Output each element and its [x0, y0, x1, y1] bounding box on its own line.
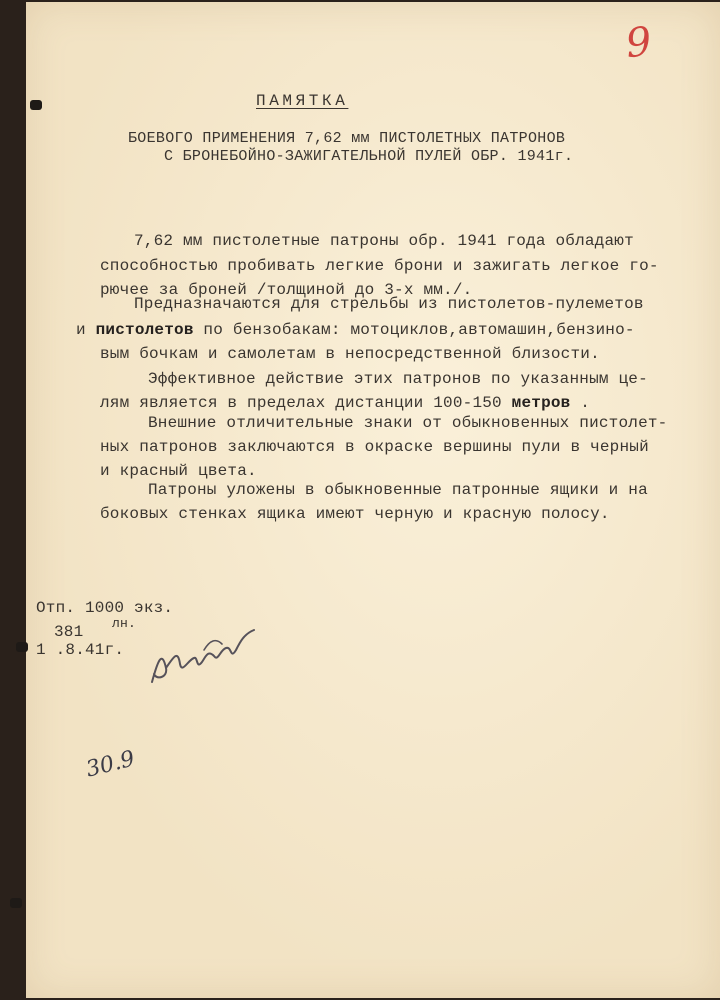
paragraph-3-suffix: .: [570, 394, 591, 412]
paragraph-5-line-2: боковых стенках ящика имеют черную и красную полосу.: [100, 505, 610, 523]
page-number: 9: [623, 18, 654, 68]
punch-hole-bottom: [10, 898, 22, 908]
paragraph-4-line-3: и красный цвета.: [100, 462, 257, 480]
paragraph-1-line-3: рючее за броней /толщиной до 3-х мм./.: [100, 281, 473, 299]
sheet-count: лн.: [112, 616, 137, 631]
subtitle-line-1: БОЕВОГО ПРИМЕНЕНИЯ 7,62 мм ПИСТОЛЕТНЫХ ПАТРОНОВ: [128, 130, 566, 147]
paragraph-2-bold-word: пистолетов: [95, 321, 194, 339]
paragraph-3-line-1: Эффективное действие этих патронов по указанным це-: [148, 370, 648, 388]
paragraph-2-suffix: по бензобакам: мотоциклов,автомашин,бензино-: [193, 321, 635, 339]
paragraph-1-line-2: способностью пробивать легкие брони и зажигать легкое го-: [100, 257, 659, 275]
handwritten-note: 30.9: [83, 746, 138, 783]
paragraph-3-prefix: лям является в пределах дистанции 100-150: [100, 394, 512, 412]
paragraph-4-line-1: Внешние отличительные знаки от обыкновенных пистолет-: [148, 414, 668, 432]
issue-date: 1 .8.41г.: [36, 641, 125, 659]
punch-hole-middle: [16, 642, 28, 652]
paragraph-3-line-2: [100, 393, 590, 413]
paragraph-3-bold-word: метров: [511, 394, 571, 412]
paragraph-5-line-1: Патроны уложены в обыкновенные патронные ящики и на: [148, 481, 648, 499]
document-title: ПАМЯТКА: [256, 92, 349, 110]
paragraph-2-prefix: и: [76, 321, 96, 339]
paragraph-2-line-1: Предназначаются для стрельбы из пистолетов-пулеметов: [134, 295, 644, 313]
print-run: Отп. 1000 экз.: [36, 599, 174, 617]
paragraph-1-line-1: 7,62 мм пистолетные патроны обр. 1941 года обладают: [134, 232, 634, 250]
signature-icon: [144, 620, 264, 690]
paragraph-4-line-2: ных патронов заключаются в окраске вершины пули в черный: [100, 438, 649, 456]
punch-hole-top: [30, 100, 42, 110]
paragraph-2-line-3: вым бочкам и самолетам в непосредственной близости.: [100, 345, 600, 363]
order-number: 381: [54, 623, 84, 641]
paragraph-2-line-2: [76, 320, 635, 340]
subtitle-line-2: С БРОНЕБОЙНО-ЗАЖИГАТЕЛЬНОЙ ПУЛЕЙ ОБР. 1941г.: [164, 148, 574, 165]
